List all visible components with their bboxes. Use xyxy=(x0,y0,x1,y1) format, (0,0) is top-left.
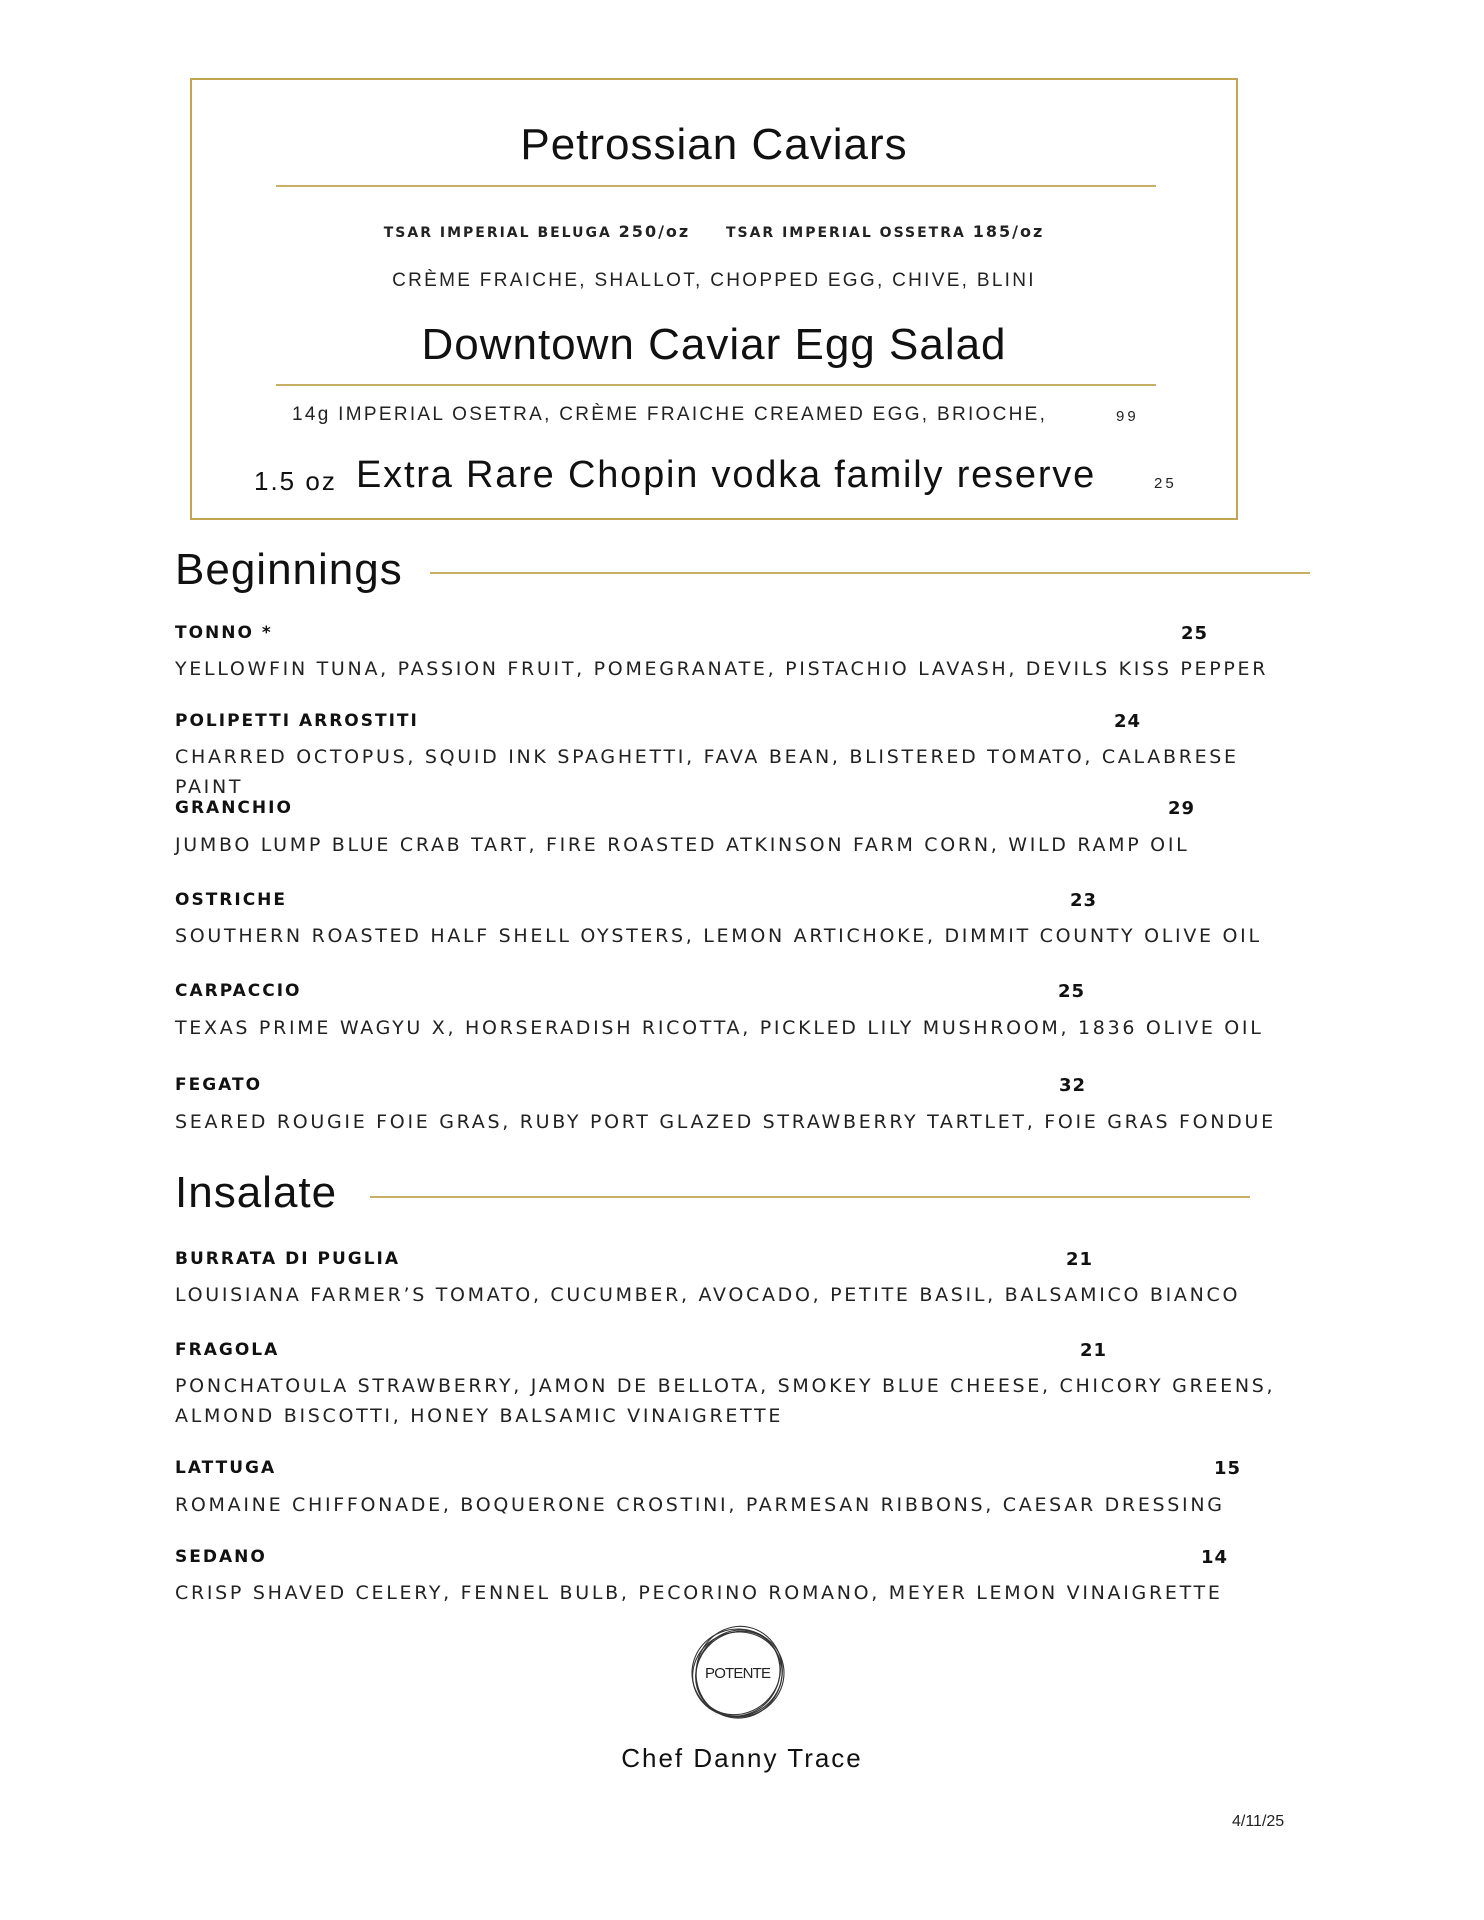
ossetra-price: 185/oz xyxy=(972,222,1045,241)
dish-price: 25 xyxy=(1058,981,1086,1002)
menu-date: 4/11/25 xyxy=(1232,1813,1285,1830)
dish-description: PONCHATOULA STRAWBERRY, JAMON DE BELLOTA, SMOKEY BLUE CHEESE, CHICORY GREENS, xyxy=(175,1375,1276,1397)
caviar-title-rule xyxy=(276,185,1156,187)
dish-name: POLIPETTI ARROSTITI xyxy=(175,711,419,731)
egg-salad-desc: 14g IMPERIAL OSETRA, CRÈME FRAICHE CREAMED EGG, BRIOCHE, xyxy=(292,404,1048,425)
dish-description: SEARED ROUGIE FOIE GRAS, RUBY PORT GLAZED STRAWBERRY TARTLET, FOIE GRAS FONDUE xyxy=(175,1111,1276,1133)
dish-price: 32 xyxy=(1059,1075,1087,1096)
dish-price: 24 xyxy=(1114,711,1142,732)
dish-description: TEXAS PRIME WAGYU X, HORSERADISH RICOTTA, PICKLED LILY MUSHROOM, 1836 OLIVE OIL xyxy=(175,1017,1264,1039)
dish-price: 29 xyxy=(1168,798,1196,819)
dish-description: LOUISIANA FARMER’S TOMATO, CUCUMBER, AVOCADO, PETITE BASIL, BALSAMICO BIANCO xyxy=(175,1284,1241,1306)
ossetra-label: TSAR IMPERIAL OSSETRA xyxy=(725,225,966,241)
dish-price: 23 xyxy=(1070,890,1098,911)
dish-name: GRANCHIO xyxy=(175,798,293,818)
dish-description: JUMBO LUMP BLUE CRAB TART, FIRE ROASTED ATKINSON FARM CORN, WILD RAMP OIL xyxy=(175,834,1190,856)
beluga-label: TSAR IMPERIAL BELUGA xyxy=(383,225,612,241)
dish-price: 14 xyxy=(1201,1547,1229,1568)
caviar-title: Petrossian Caviars xyxy=(520,120,908,169)
dish-price: 25 xyxy=(1181,623,1209,644)
beginnings-rule xyxy=(430,572,1310,574)
dish-description: SOUTHERN ROASTED HALF SHELL OYSTERS, LEMON ARTICHOKE, DIMMIT COUNTY OLIVE OIL xyxy=(175,925,1262,947)
dish-name: OSTRICHE xyxy=(175,890,288,910)
caviar-box xyxy=(190,78,1238,520)
egg-salad-rule xyxy=(276,384,1156,386)
dish-description: CHARRED OCTOPUS, SQUID INK SPAGHETTI, FAVA BEAN, BLISTERED TOMATO, CALABRESE PAINT xyxy=(175,746,1239,798)
chef-name: Chef Danny Trace xyxy=(621,1743,863,1773)
dish-name: FRAGOLA xyxy=(175,1340,280,1360)
dish-description: YELLOWFIN TUNA, PASSION FRUIT, POMEGRANATE, PISTACHIO LAVASH, DEVILS KISS PEPPER xyxy=(175,658,1269,680)
dish-name: LATTUGA xyxy=(175,1458,277,1478)
egg-salad-title: Downtown Caviar Egg Salad xyxy=(421,320,1007,369)
dish-description: CRISP SHAVED CELERY, FENNEL BULB, PECORINO ROMANO, MEYER LEMON VINAIGRETTE xyxy=(175,1582,1223,1604)
egg-salad-price: 99 xyxy=(1116,408,1139,425)
insalate-heading: Insalate xyxy=(175,1168,338,1217)
dish-price: 21 xyxy=(1066,1249,1094,1270)
dish-price: 15 xyxy=(1214,1458,1242,1479)
dish-name: SEDANO xyxy=(175,1547,267,1567)
vodka-size: 1.5 oz xyxy=(254,466,337,496)
caviar-prices-line xyxy=(192,222,1236,241)
dish-name: FEGATO xyxy=(175,1075,263,1095)
dish-price: 21 xyxy=(1080,1340,1108,1361)
dish-name: CARPACCIO xyxy=(175,981,302,1001)
beluga-price: 250/oz xyxy=(618,222,691,241)
dish-name: BURRATA DI PUGLIA xyxy=(175,1249,401,1269)
potente-logo xyxy=(680,1615,796,1731)
beginnings-heading: Beginnings xyxy=(175,545,403,594)
dish-name: TONNO * xyxy=(175,623,273,643)
vodka-price: 25 xyxy=(1154,475,1177,492)
logo-text: POTENTE xyxy=(705,1665,771,1682)
dish-description: ROMAINE CHIFFONADE, BOQUERONE CROSTINI, PARMESAN RIBBONS, CAESAR DRESSING xyxy=(175,1494,1225,1516)
insalate-rule xyxy=(370,1196,1250,1198)
vodka-name: Extra Rare Chopin vodka family reserve xyxy=(356,454,1097,496)
caviar-garnish: CRÈME FRAICHE, SHALLOT, CHOPPED EGG, CHIVE, BLINI xyxy=(392,270,1036,291)
dish-description-line-2: ALMOND BISCOTTI, HONEY BALSAMIC VINAIGRETTE xyxy=(175,1405,784,1427)
